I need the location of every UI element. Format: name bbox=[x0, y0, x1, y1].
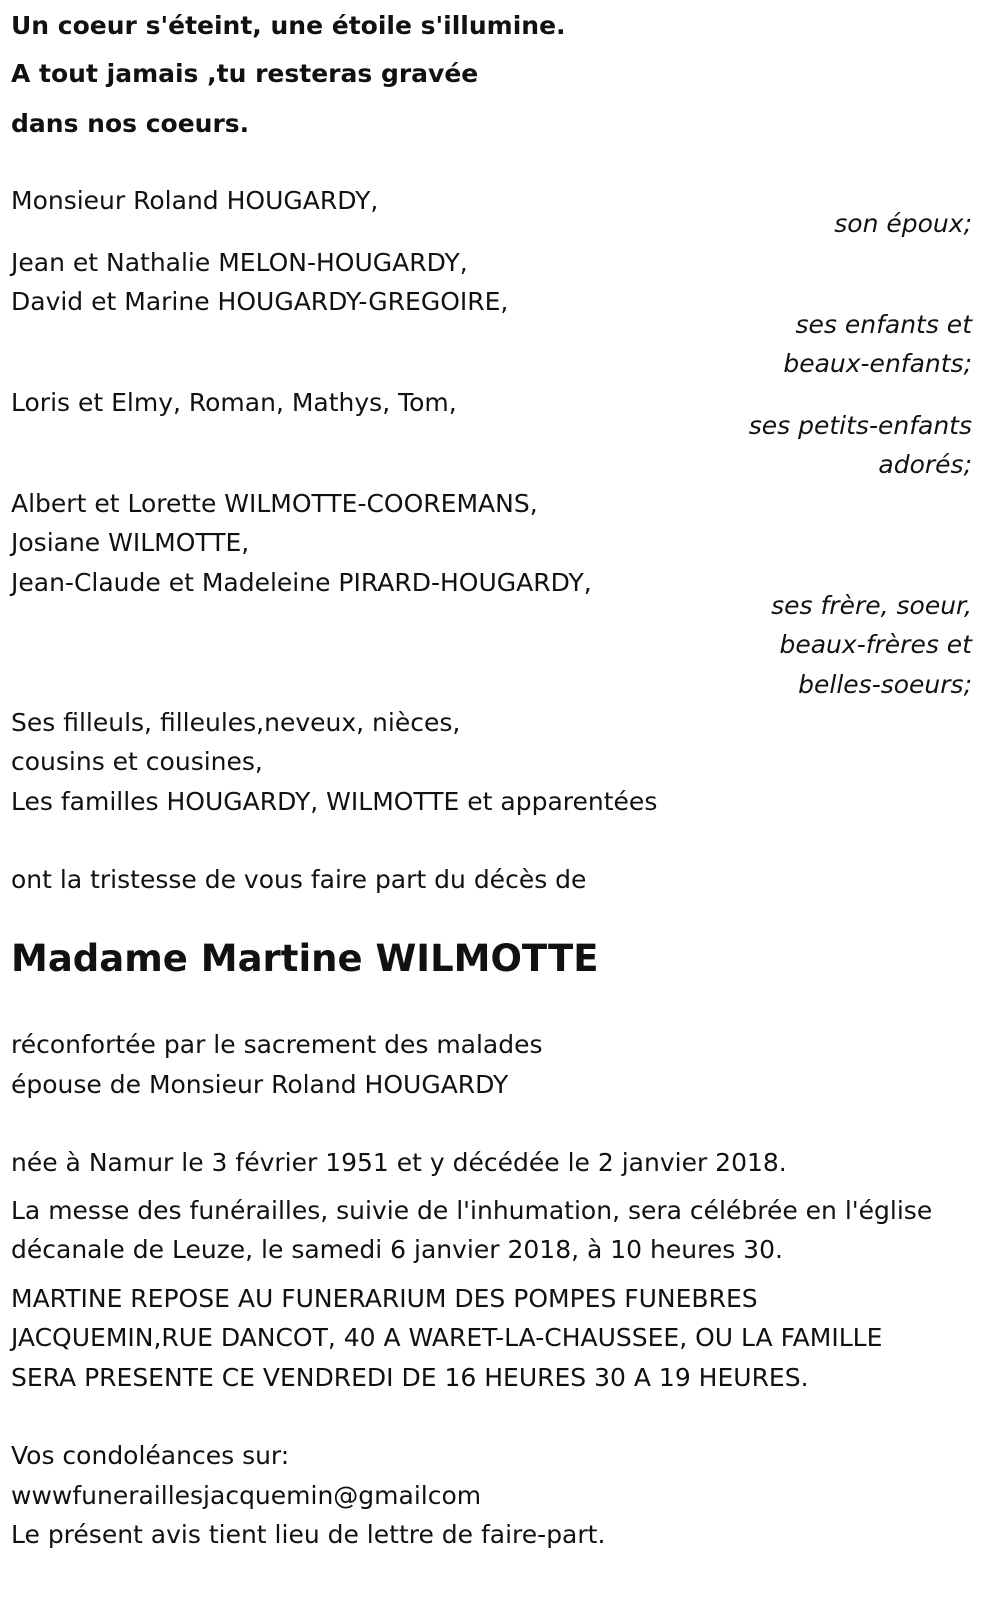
viewing-line-1: MARTINE REPOSE AU FUNERARIUM DES POMPES FUNEBRES bbox=[11, 1284, 758, 1313]
details-line-1: réconfortée par le sacrement des malades bbox=[11, 1030, 543, 1059]
epigraph-line-2: A tout jamais ,tu resteras gravée bbox=[11, 59, 479, 88]
others-line-2: cousins et cousines, bbox=[11, 747, 263, 776]
siblings-relation-1: ses frère, soeur, bbox=[771, 591, 972, 620]
condolences-label: Vos condoléances sur: bbox=[11, 1441, 290, 1470]
siblings-relation-3: belles-soeurs; bbox=[798, 670, 972, 699]
children-relation-1: ses enfants et bbox=[795, 310, 972, 339]
epigraph-line-3: dans nos coeurs. bbox=[11, 109, 250, 138]
children-name-1: Jean et Nathalie MELON-HOUGARDY, bbox=[11, 248, 468, 277]
others-line-3: Les familles HOUGARDY, WILMOTTE et apparentées bbox=[11, 787, 658, 816]
spouse-relation: son époux; bbox=[834, 209, 972, 238]
funeral-line-2: décanale de Leuze, le samedi 6 janvier 2018, à 10 heures 30. bbox=[11, 1235, 783, 1264]
children-relation-2: beaux-enfants; bbox=[783, 349, 972, 378]
others-line-1: Ses filleuls, filleules,neveux, nièces, bbox=[11, 708, 461, 737]
announcement: ont la tristesse de vous faire part du décès de bbox=[11, 865, 587, 894]
siblings-name-1: Albert et Lorette WILMOTTE-COOREMANS, bbox=[11, 489, 538, 518]
deceased-name: Madame Martine WILMOTTE bbox=[11, 937, 599, 980]
siblings-name-3: Jean-Claude et Madeleine PIRARD-HOUGARDY, bbox=[11, 568, 592, 597]
siblings-name-2: Josiane WILMOTTE, bbox=[11, 528, 250, 557]
grandchildren-relation-2: adorés; bbox=[878, 450, 972, 479]
epigraph-line-1: Un coeur s'éteint, une étoile s'illumine. bbox=[11, 11, 566, 40]
viewing-line-3: SERA PRESENTE CE VENDREDI DE 16 HEURES 30 A 19 HEURES. bbox=[11, 1363, 809, 1392]
condolences-address: wwwfuneraillesjacquemin@gmailcom bbox=[11, 1481, 482, 1510]
closing-note: Le présent avis tient lieu de lettre de faire-part. bbox=[11, 1520, 606, 1549]
funeral-line-1: La messe des funérailles, suivie de l'inhumation, sera célébrée en l'église bbox=[11, 1196, 933, 1225]
grandchildren-names: Loris et Elmy, Roman, Mathys, Tom, bbox=[11, 388, 457, 417]
grandchildren-relation-1: ses petits-enfants bbox=[748, 411, 972, 440]
children-name-2: David et Marine HOUGARDY-GREGOIRE, bbox=[11, 287, 509, 316]
viewing-line-2: JACQUEMIN,RUE DANCOT, 40 A WARET-LA-CHAUSSEE, OU LA FAMILLE bbox=[11, 1323, 883, 1352]
details-line-2: épouse de Monsieur Roland HOUGARDY bbox=[11, 1070, 509, 1099]
siblings-relation-2: beaux-frères et bbox=[779, 630, 972, 659]
spouse-name: Monsieur Roland HOUGARDY, bbox=[11, 186, 379, 215]
birth-death: née à Namur le 3 février 1951 et y décédée le 2 janvier 2018. bbox=[11, 1148, 787, 1177]
